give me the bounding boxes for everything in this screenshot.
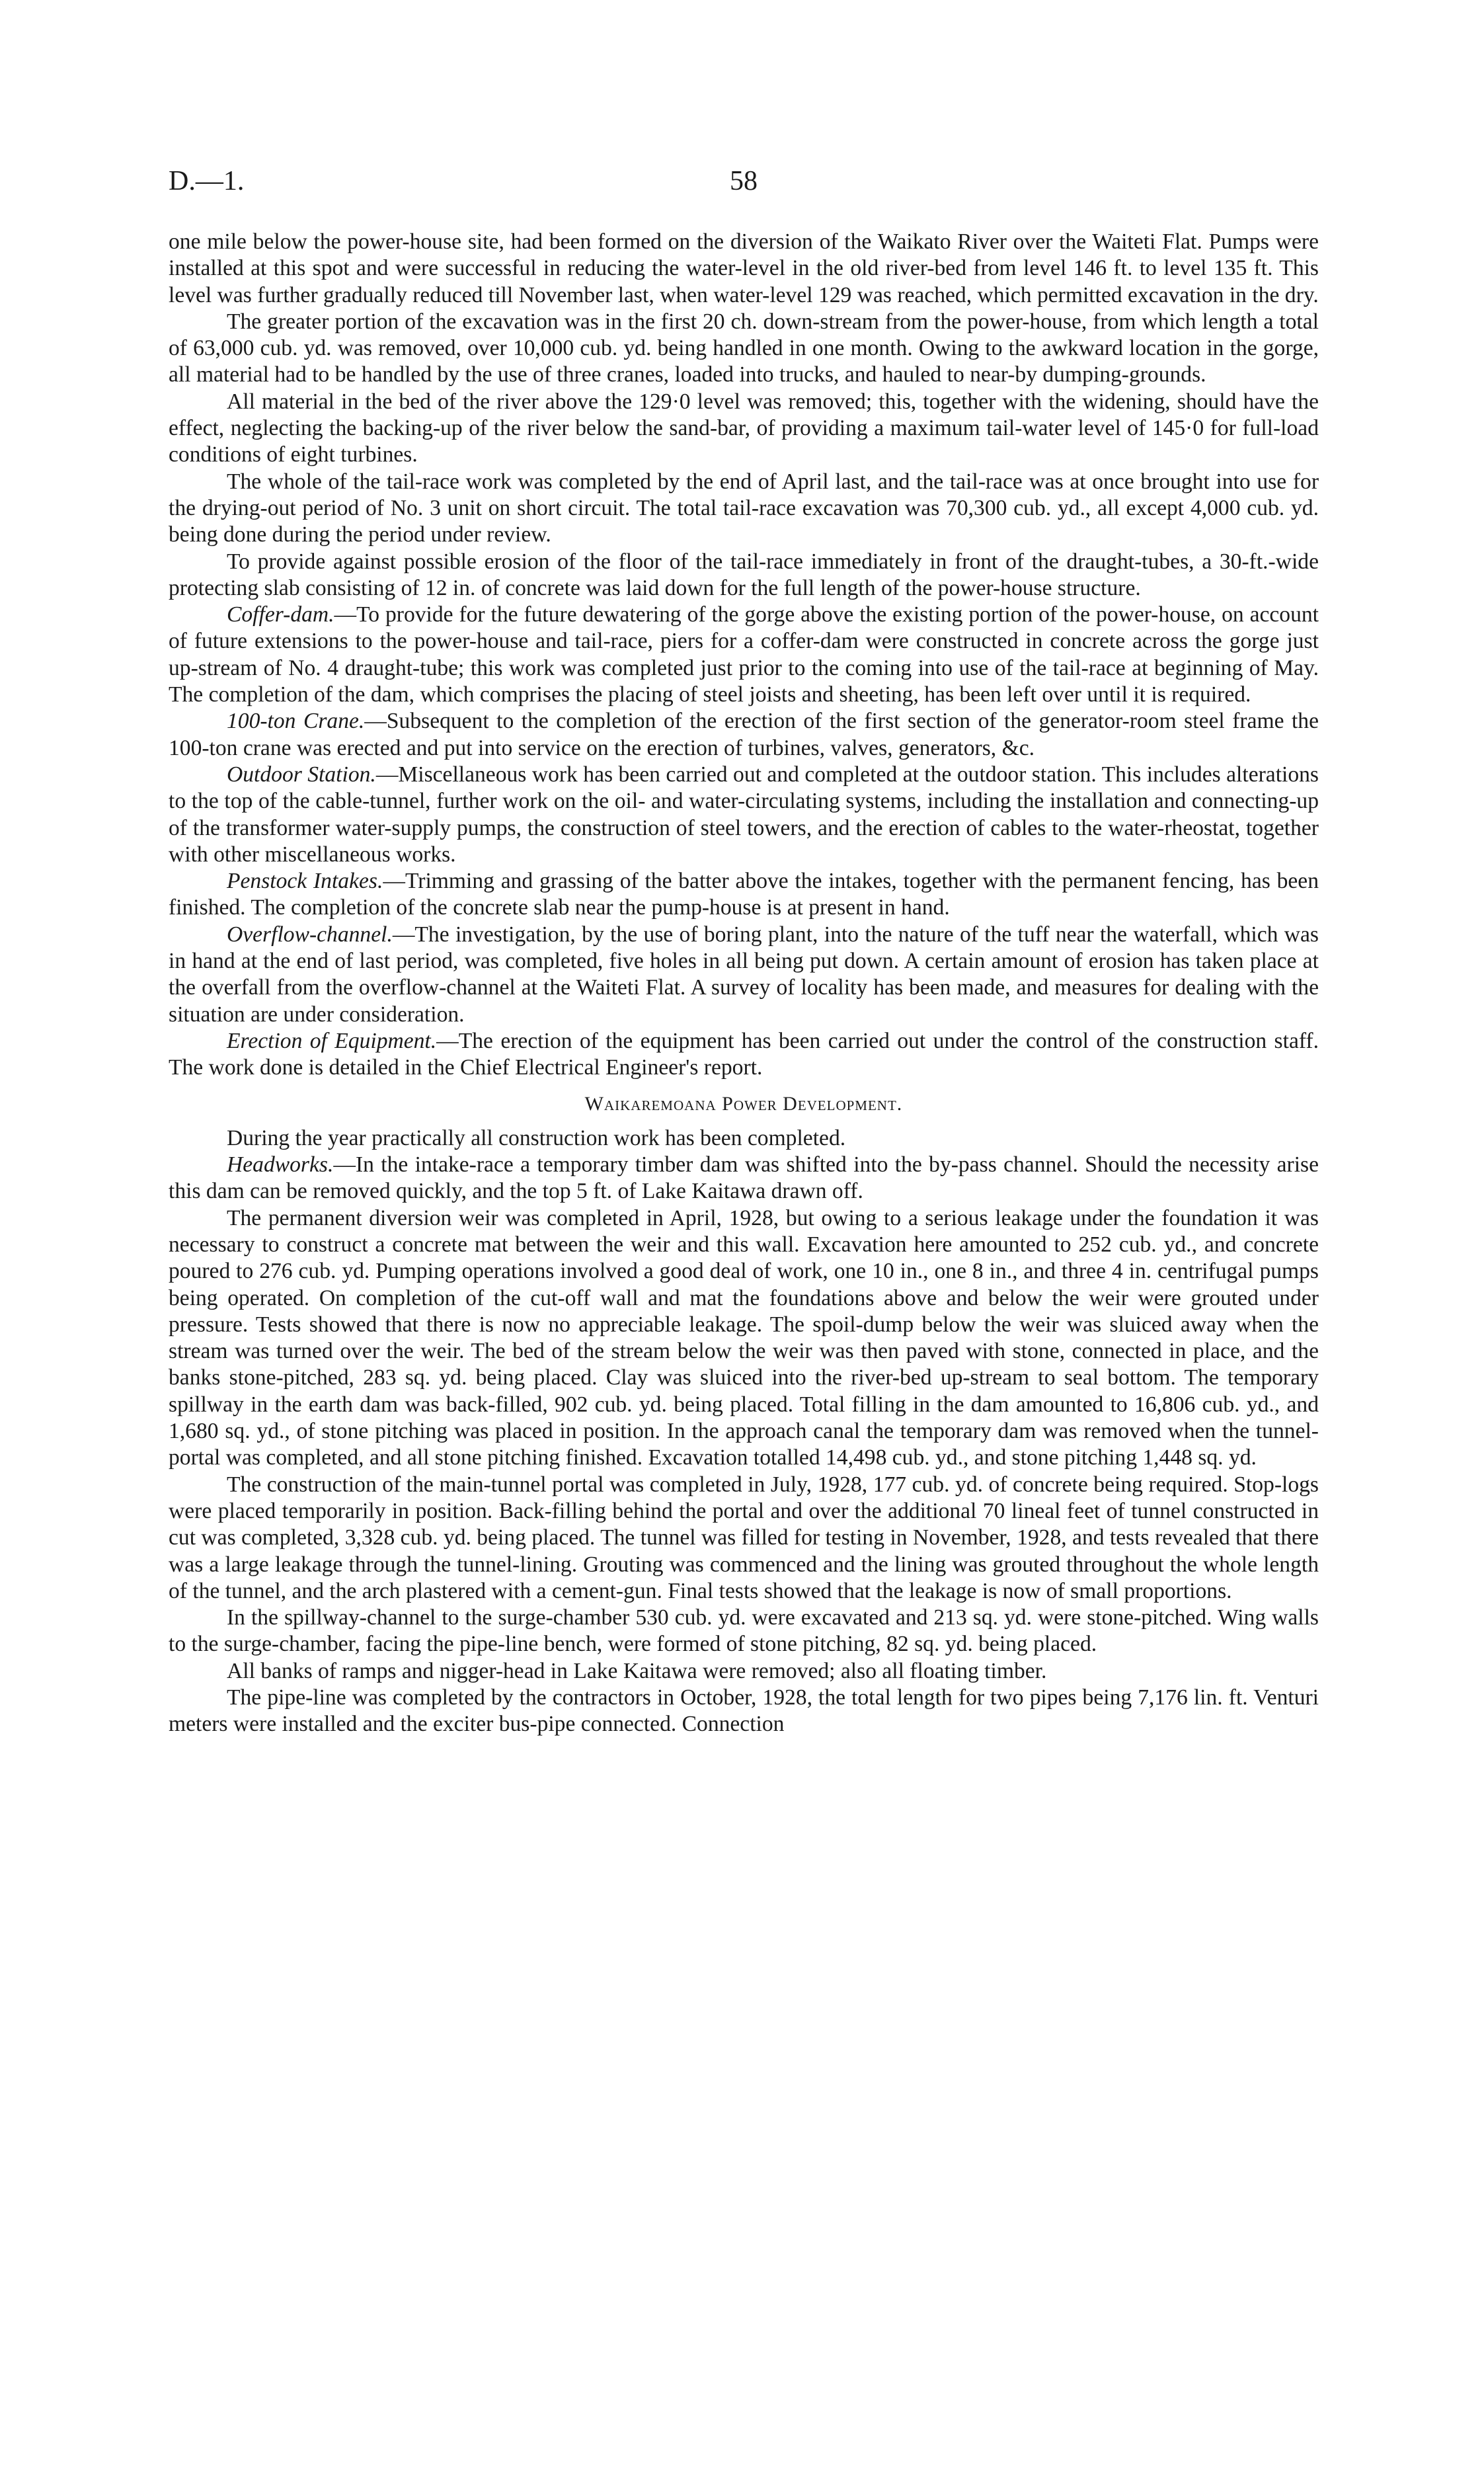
paragraph-outdoor-station [169, 762, 1319, 868]
paragraph: All banks of ramps and nigger-head in Lake Kaitawa were removed; also all floating timber. [227, 1658, 1047, 1683]
paragraph-coffer-dam [169, 602, 1319, 708]
section-heading: Waikaremoana Power Development. [584, 1092, 903, 1115]
paragraph-lead: Outdoor Station. [227, 762, 376, 787]
page-body [169, 229, 1319, 1738]
page-header [169, 165, 1319, 198]
paragraph-lead: Erection of Equipment. [227, 1028, 437, 1053]
paragraph: To provide against possible erosion of the floor of the tail-race immediately in front of the draught-tubes, a 30-ft.-wide protecting slab consisting of 12 in. of concrete was laid down for the full length of the power-house structure. [169, 549, 1319, 600]
paragraph-lead: Overflow-channel. [227, 922, 393, 947]
paragraph-text: —Subsequent to the completion of the erection of the first section of the generator-room steel frame the 100-ton crane was erected and put into service on the erection of turbines, valves, generators, &c. [169, 709, 1319, 760]
paragraph-text: —The erection of the equipment has been carried out under the control of the construction staff. The work done is detailed in the Chief Electrical Engineer's report. [169, 1028, 1319, 1080]
paragraph: All material in the bed of the river above the 129·0 level was removed; this, together with the widening, should have the effect, neglecting the backing-up of the river below the sand-bar, of providing a maximum tail-water level of 145·0 for full-load conditions of eight turbines. [169, 389, 1319, 467]
paragraph-text: —The investigation, by the use of boring plant, into the nature of the tuff near the waterfall, which was in hand at the end of last period, was completed, five holes in all being put down. A certain amount of erosion has taken place at the overfall from the overflow-channel at the Waiteti Flat. A survey of locality has been made, and measures for dealing with the situation are under consideration. [169, 922, 1319, 1027]
paragraph-lead: Headworks. [227, 1152, 334, 1178]
paragraph-overflow-channel [169, 922, 1319, 1028]
paragraph: The whole of the tail-race work was completed by the end of April last, and the tail-race was at once brought into use for the drying-out period of No. 3 unit on short circuit. The total tail-race excavation was 70,300 cub. yd., all except 4,000 cub. yd. being done during the period under review. [169, 469, 1319, 547]
paragraph-text: —To provide for the future dewatering of the gorge above the existing portion of the power-house, on account of future extensions to the power-house and tail-race, piers for a coffer-dam were constructed in concrete across the gorge just up-stream of No. 4 draught-tube; this work was completed just prior to the coming into use of the tail-race at beginning of May. The completion of the dam, which comprises the placing of steel joists and sheeting, has been left over until it is required. [169, 602, 1319, 707]
paragraph: The pipe-line was completed by the contractors in October, 1928, the total length for two pipes being 7,176 lin. ft. Venturi meters were installed and the exciter bus-pipe connected. Connection [169, 1685, 1319, 1737]
paragraph: During the year practically all construction work has been completed. [227, 1125, 846, 1150]
paragraph-lead: 100-ton Crane. [227, 709, 365, 734]
paragraph-text: —Trimming and grassing of the batter above the intakes, together with the permanent fencing, has been finished. The completion of the concrete slab near the pump-house is at present in hand. [169, 869, 1319, 920]
document-reference: D.—1. [169, 166, 245, 196]
paragraph: The permanent diversion weir was completed in April, 1928, but owing to a serious leakage under the foundation it was necessary to construct a concrete mat between the weir and this wall. Excavation here amounted to 252 cub. yd., and concrete poured to 276 cub. yd. Pumping operations involved a good deal of work, one 10 in., one 8 in., and three 4 in. centrifugal pumps being operated. On completion of the cut-off wall and mat the foundations above and below the weir were grouted under pressure. Tests showed that there is now no appreciable leakage. The spoil-dump below the weir was sluiced away when the stream was turned over the weir. The bed of the stream below the weir was then paved with stone, connected in place, and the banks stone-pitched, 283 sq. yd. being placed. Clay was sluiced into the river-bed up-stream to seal bottom. The temporary spillway in the earth dam was back-filled, 902 cub. yd. being placed. Total filling in the dam amounted to 16,806 cub. yd., and 1,680 sq. yd., of stone pitching was placed in position. In the approach canal the temporary dam was removed when the tunnel-portal was completed, and all stone pitching finished. Excavation totalled 14,498 cub. yd., and stone pitching 1,448 sq. yd. [169, 1205, 1319, 1470]
paragraph-penstock-intakes [169, 868, 1319, 922]
paragraph-text: —In the intake-race a temporary timber dam was shifted into the by-pass channel. Should the necessity arise this dam can be removed quickly, and the top 5 ft. of Lake Kaitawa drawn off. [169, 1152, 1319, 1204]
paragraph-crane [169, 708, 1319, 762]
paragraph-erection [169, 1028, 1319, 1082]
page-number: 58 [730, 166, 758, 196]
paragraph-lead: Penstock Intakes. [227, 869, 383, 894]
paragraph-text: —Miscellaneous work has been carried out and completed at the outdoor station. This includes alterations to the top of the cable-tunnel, further work on the oil- and water-circulating systems, including the installation and connecting-up of the transformer water-supply pumps, the construction of steel towers, and the erection of cables to the water-rheostat, together with other miscellaneous works. [169, 762, 1319, 867]
paragraph: The construction of the main-tunnel portal was completed in July, 1928, 177 cub. yd. of concrete being required. Stop-logs were placed temporarily in position. Back-filling behind the portal and over the additional 70 lineal feet of tunnel constructed in cut was completed, 3,328 cub. yd. being placed. The tunnel was filled for testing in November, 1928, and tests revealed that there was a large leakage through the tunnel-lining. Grouting was commenced and the lining was grouted throughout the whole length of the tunnel, and the arch plastered with a cement-gun. Final tests showed that the leakage is now of small proportions. [169, 1472, 1319, 1603]
paragraph-headworks [169, 1152, 1319, 1205]
paragraph: one mile below the power-house site, had been formed on the diversion of the Waikato River over the Waiteti Flat. Pumps were installed at this spot and were successful in reducing the water-level in the old river-bed from level 146 ft. to level 135 ft. This level was further gradually reduced till November last, when water-level 129 was reached, which permitted excavation in the dry. [169, 229, 1319, 307]
paragraph: The greater portion of the excavation was in the first 20 ch. down-stream from the power-house, from which length a total of 63,000 cub. yd. was removed, over 10,000 cub. yd. being handled in one month. Owing to the awkward location in the gorge, all material had to be handled by the use of three cranes, loaded into trucks, and hauled to near-by dumping-grounds. [169, 309, 1319, 387]
paragraph: In the spillway-channel to the surge-chamber 530 cub. yd. were excavated and 213 sq. yd. were stone-pitched. Wing walls to the surge-chamber, facing the pipe-line bench, were formed of stone pitching, 82 sq. yd. being placed. [169, 1605, 1319, 1657]
paragraph-lead: Coffer-dam. [227, 602, 334, 627]
